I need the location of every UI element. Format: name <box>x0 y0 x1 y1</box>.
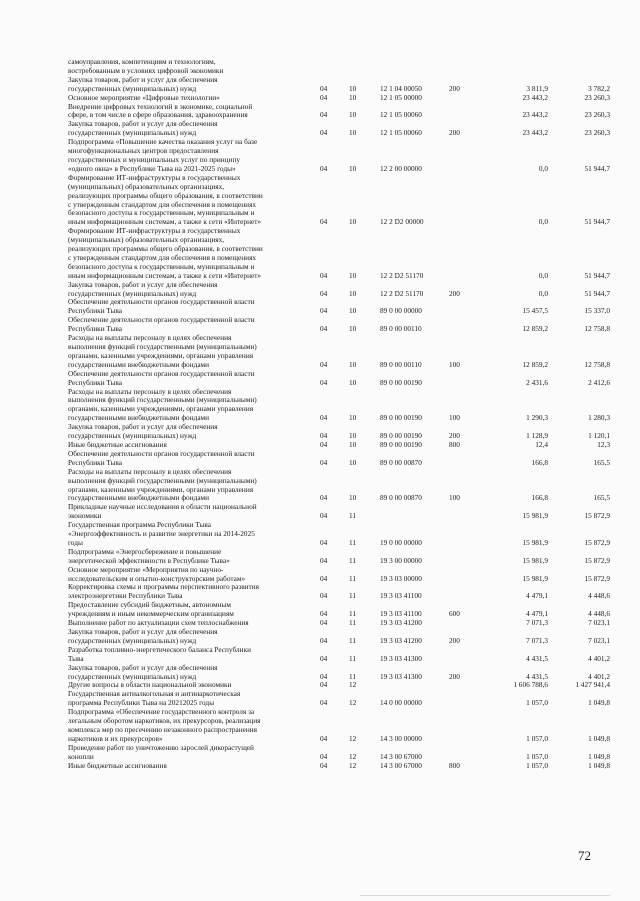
section-code: 04 <box>320 163 328 173</box>
subsection-code: 11 <box>349 618 357 628</box>
row-name: самоуправления, компетенциям и технологиям, востребованным в условиях цифровой экономики <box>68 57 224 75</box>
table-row <box>68 58 610 76</box>
row-name: Обеспечение деятельности органов государственной власти Республики Тыва <box>68 368 255 387</box>
amount-year-2: 15 872,9 <box>584 511 610 521</box>
row-name: Проведение работ по уничтожению зарослей дикорастущей конопли <box>68 742 254 761</box>
expense-type-code: 800 <box>449 760 460 770</box>
expense-type-code: 200 <box>449 288 460 298</box>
target-article-code: 89 0 00 00190 <box>380 431 422 441</box>
target-article-code: 12 2 00 00000 <box>380 163 422 173</box>
subsection-code: 10 <box>349 439 357 449</box>
target-article-code: 12 1 05 00000 <box>380 92 422 102</box>
target-article-code: 19 3 03 41100 <box>380 609 422 619</box>
subsection-code: 12 <box>349 680 357 690</box>
amount-year-1: 12 859,2 <box>522 324 548 334</box>
section-code: 04 <box>320 92 328 102</box>
amount-year-1: 1 606 788,6 <box>513 680 548 690</box>
subsection-code: 10 <box>349 217 357 227</box>
subsection-code: 10 <box>349 377 357 387</box>
bottom-rule <box>360 895 610 896</box>
section-code: 04 <box>320 618 328 628</box>
row-name: Иные бюджетные ассигнования <box>68 439 167 449</box>
section-code: 04 <box>320 306 328 316</box>
target-article-code: 89 0 00 00110 <box>380 324 422 334</box>
table-row <box>68 690 610 708</box>
subsection-code: 11 <box>349 609 357 619</box>
table-row <box>68 664 610 682</box>
expense-type-code: 100 <box>449 413 460 423</box>
subsection-code: 10 <box>349 324 357 334</box>
amount-year-1: 23 443,2 <box>522 92 548 102</box>
amount-year-1: 23 443,2 <box>522 110 548 120</box>
subsection-code: 10 <box>349 128 357 138</box>
subsection-code: 12 <box>349 751 357 761</box>
section-code: 04 <box>320 760 328 770</box>
section-code: 04 <box>320 377 328 387</box>
target-article-code: 12 1 05 00060 <box>380 128 422 138</box>
amount-year-2: 51 944,7 <box>584 288 610 298</box>
section-code: 04 <box>320 653 328 663</box>
subsection-code: 10 <box>349 270 357 280</box>
target-article-code: 14 3 00 00000 <box>380 733 422 743</box>
target-article-code: 14 3 00 67000 <box>380 751 422 761</box>
row-name: Расходы на выплаты персоналу в целях обеспечения выполнения функций государственными (муниципальными) органами, казенными учреждениями, органами управления государственными внебюджетными фондами <box>68 386 257 423</box>
section-code: 04 <box>320 128 328 138</box>
target-article-code: 12 2 D2 51170 <box>380 270 424 280</box>
table-row <box>68 628 610 646</box>
amount-year-1: 1 128,9 <box>526 431 548 441</box>
section-code: 04 <box>320 439 328 449</box>
amount-year-2: 4 448,6 <box>588 591 610 601</box>
amount-year-1: 4 431,5 <box>526 653 548 663</box>
row-name: Корректировка схемы и программы перспективного развития электроэнергетики Республики Тыва <box>68 582 260 601</box>
row-name: Расходы на выплаты персоналу в целях обеспечения выполнения функций государственными (муниципальными) органами, казенными учреждениями, органами управления государственными внебюджетными фондами <box>68 333 257 369</box>
amount-year-1: 0,0 <box>538 288 548 298</box>
amount-year-1: 1 057,0 <box>526 751 548 761</box>
amount-year-1: 15 981,9 <box>522 511 548 521</box>
section-code: 04 <box>320 609 328 619</box>
amount-year-1: 1 057,0 <box>526 760 548 770</box>
row-name: Закупка товаров, работ и услуг для обеспечения государственных (муниципальных) нужд <box>68 662 218 681</box>
section-code: 04 <box>320 511 328 521</box>
table-row <box>68 103 610 121</box>
section-code: 04 <box>320 537 328 547</box>
table-row <box>68 334 610 370</box>
amount-year-2: 12 758,8 <box>584 324 610 334</box>
section-code: 04 <box>320 83 328 93</box>
amount-year-2: 165,5 <box>593 493 610 503</box>
table-row <box>68 583 610 601</box>
expense-type-code: 200 <box>449 431 460 441</box>
subsection-code: 10 <box>349 288 357 298</box>
amount-year-2: 23 260,3 <box>584 110 610 120</box>
target-article-code: 12 1 04 00050 <box>380 83 422 93</box>
table-row <box>68 174 610 227</box>
amount-year-2: 4 401,2 <box>588 671 610 681</box>
table-row <box>68 370 610 388</box>
row-name: Основное мероприятие «Цифровые технологии» <box>68 92 220 102</box>
table-row <box>68 316 610 334</box>
subsection-code: 11 <box>349 537 357 547</box>
table-row <box>68 388 610 424</box>
target-article-code: 89 0 00 00110 <box>380 359 422 369</box>
row-name: Государственная программа Республики Тыва «Энергоэффективность и развитие энергетики на 2014-2025 годы <box>68 520 255 547</box>
amount-year-1: 4 479,1 <box>526 591 548 601</box>
amount-year-1: 2 431,6 <box>526 377 548 387</box>
amount-year-2: 51 944,7 <box>584 217 610 227</box>
amount-year-1: 15 457,5 <box>522 306 548 316</box>
amount-year-2: 1 280,3 <box>588 413 610 423</box>
amount-year-1: 166,8 <box>531 493 548 503</box>
amount-year-1: 4 431,5 <box>526 671 548 681</box>
table-row <box>68 227 610 280</box>
table-row <box>68 468 610 504</box>
section-code: 04 <box>320 288 328 298</box>
target-article-code: 12 2 D2 00000 <box>380 217 424 227</box>
amount-year-2: 7 023,1 <box>588 618 610 628</box>
table-row <box>68 138 610 174</box>
target-article-code: 19 3 03 41200 <box>380 635 422 645</box>
expense-type-code: 200 <box>449 128 460 138</box>
row-name: Обеспечение деятельности органов государственной власти Республики Тыва <box>68 448 255 467</box>
amount-year-1: 12,4 <box>535 439 548 449</box>
subsection-code: 11 <box>349 671 357 681</box>
section-code: 04 <box>320 359 328 369</box>
row-name: Выполнение работ по актуализации схем теплоснабжения <box>68 618 249 628</box>
subsection-code: 10 <box>349 413 357 423</box>
row-name: Подпрограмма «Энергосбережение и повышение энергетической эффективности в Республике Тыва» <box>68 546 230 565</box>
section-code: 04 <box>320 698 328 708</box>
section-code: 04 <box>320 635 328 645</box>
target-article-code: 89 0 00 00000 <box>380 306 422 316</box>
expense-type-code: 200 <box>449 671 460 681</box>
amount-year-2: 3 782,2 <box>588 83 610 93</box>
table-row <box>68 646 610 664</box>
subsection-code: 11 <box>349 591 357 601</box>
amount-year-2: 23 260,3 <box>584 128 610 138</box>
row-name: Государственная антиалкогольная и антинаркотическая программа Республики Тыва на 20212025 годы <box>68 689 241 708</box>
target-article-code: 89 0 00 00190 <box>380 377 422 387</box>
amount-year-2: 4 401,2 <box>588 653 610 663</box>
section-code: 04 <box>320 493 328 503</box>
section-code: 04 <box>320 573 328 583</box>
amount-year-1: 0,0 <box>538 217 548 227</box>
row-name: Внедрение цифровых технологий в экономике, социальной сфере, в том числе в сфере образования, здравоохранения <box>68 101 253 120</box>
table-row <box>68 601 610 619</box>
subsection-code: 10 <box>349 493 357 503</box>
amount-year-2: 51 944,7 <box>584 270 610 280</box>
row-name: Прикладные научные исследования в области национальной экономики <box>68 502 257 521</box>
amount-year-1: 15 981,9 <box>522 555 548 565</box>
subsection-code: 10 <box>349 110 357 120</box>
row-name: Формирование ИТ-инфраструктуры в государственных (муниципальных) образовательных организациях, реализующих программы общего образования, в соответствии с утвержденным стандартом для обеспечения в помещениях безопасного доступа к государственным, муниципальным и иным информационным системам, а также к сети «Интернет» <box>68 226 263 280</box>
target-article-code: 19 0 00 00000 <box>380 537 422 547</box>
amount-year-2: 1 049,8 <box>588 760 610 770</box>
section-code: 04 <box>320 110 328 120</box>
row-name: Предоставление субсидий бюджетным, автономным учреждениям и иным некоммерческим организациям <box>68 600 234 619</box>
amount-year-2: 15 872,9 <box>584 537 610 547</box>
section-code: 04 <box>320 671 328 681</box>
section-code: 04 <box>320 413 328 423</box>
table-row <box>68 566 610 584</box>
subsection-code: 11 <box>349 573 357 583</box>
table-row <box>68 503 610 521</box>
subsection-code: 11 <box>349 635 357 645</box>
amount-year-2: 15 872,9 <box>584 573 610 583</box>
section-code: 04 <box>320 555 328 565</box>
amount-year-1: 15 981,9 <box>522 537 548 547</box>
budget-table <box>68 58 610 771</box>
row-name: Разработка топливно-энергетического баланса Республики Тыва <box>68 644 252 663</box>
target-article-code: 89 0 00 00870 <box>380 457 422 467</box>
section-code: 04 <box>320 591 328 601</box>
subsection-code: 10 <box>349 92 357 102</box>
amount-year-2: 165,5 <box>593 457 610 467</box>
row-name: Обеспечение деятельности органов государственной власти Республики Тыва <box>68 297 255 316</box>
expense-type-code: 200 <box>449 83 460 93</box>
table-row <box>68 450 610 468</box>
row-name: Иные бюджетные ассигнования <box>68 760 167 770</box>
amount-year-2: 12,3 <box>597 439 610 449</box>
subsection-code: 12 <box>349 733 357 743</box>
target-article-code: 89 0 00 00870 <box>380 493 422 503</box>
table-row <box>68 423 610 441</box>
amount-year-1: 4 479,1 <box>526 609 548 619</box>
row-name: Закупка товаров, работ и услуг для обеспечения государственных (муниципальных) нужд <box>68 627 218 645</box>
section-code: 04 <box>320 733 328 743</box>
subsection-code: 12 <box>349 698 357 708</box>
subsection-code: 10 <box>349 83 357 93</box>
target-article-code: 12 1 05 00060 <box>380 110 422 120</box>
amount-year-1: 1 290,3 <box>526 413 548 423</box>
amount-year-1: 7 071,3 <box>526 635 548 645</box>
section-code: 04 <box>320 217 328 227</box>
table-row <box>68 120 610 138</box>
row-name: Расходы на выплаты персоналу в целях обеспечения выполнения функций государственными (муниципальными) органами, казенными учреждениями, органами управления государственными внебюджетными фондами <box>68 466 257 503</box>
amount-year-2: 23 260,3 <box>584 92 610 102</box>
table-row <box>68 281 610 299</box>
subsection-code: 11 <box>349 653 357 663</box>
target-article-code: 19 3 03 41100 <box>380 591 422 601</box>
row-name: Основное мероприятие «Мероприятия по научно- исследовательским и опытно-конструкторским работам» <box>68 564 246 583</box>
section-code: 04 <box>320 270 328 280</box>
amount-year-1: 0,0 <box>538 270 548 280</box>
target-article-code: 19 3 03 00000 <box>380 573 422 583</box>
amount-year-2: 15 872,9 <box>584 555 610 565</box>
row-name: Закупка товаров, работ и услуг для обеспечения государственных (муниципальных) нужд <box>68 119 218 138</box>
table-row <box>68 744 610 762</box>
table-row <box>68 548 610 566</box>
amount-year-1: 15 981,9 <box>522 573 548 583</box>
amount-year-1: 7 071,3 <box>526 618 548 628</box>
section-code: 04 <box>320 431 328 441</box>
target-article-code: 89 0 00 00190 <box>380 439 422 449</box>
subsection-code: 10 <box>349 163 357 173</box>
row-name: Подпрограмма «Обеспечение государственного контроля за легальным оборотом наркотиков, их прекурсоров, реализация комплекса мер по пресечению незаконного распространения наркотиков и их прекурсоров» <box>68 707 261 743</box>
subsection-code: 11 <box>349 555 357 565</box>
section-code: 04 <box>320 751 328 761</box>
amount-year-1: 0,0 <box>538 163 548 173</box>
target-article-code: 19 3 03 41300 <box>380 653 422 663</box>
target-article-code: 19 3 03 41300 <box>380 671 422 681</box>
subsection-code: 10 <box>349 306 357 316</box>
amount-year-1: 1 057,0 <box>526 733 548 743</box>
amount-year-2: 12 758,8 <box>584 359 610 369</box>
expense-type-code: 800 <box>449 439 460 449</box>
table-row <box>68 708 610 744</box>
row-name: Закупка товаров, работ и услуг для обеспечения государственных (муниципальных) нужд <box>68 74 218 93</box>
expense-type-code: 600 <box>449 609 460 619</box>
section-code: 04 <box>320 324 328 334</box>
subsection-code: 10 <box>349 359 357 369</box>
amount-year-2: 1 049,8 <box>588 733 610 743</box>
subsection-code: 12 <box>349 760 357 770</box>
amount-year-2: 51 944,7 <box>584 163 610 173</box>
amount-year-2: 2 412,6 <box>588 377 610 387</box>
expense-type-code: 100 <box>449 359 460 369</box>
row-name: Другие вопросы в области национальной экономики <box>68 680 232 690</box>
expense-type-code: 100 <box>449 493 460 503</box>
target-article-code: 14 0 00 00000 <box>380 698 422 708</box>
target-article-code: 19 3 03 41200 <box>380 618 422 628</box>
amount-year-1: 23 443,2 <box>522 128 548 138</box>
row-name: Формирование ИТ-инфраструктуры в государственных (муниципальных) образовательных организациях, реализующих программы общего образования, в соответствии с утвержденным стандартом для обеспечения в помещениях безопасного доступа к государственным, муниципальным и иным информационным системам, а также к сети «Интернет» <box>68 172 263 227</box>
table-row <box>68 76 610 94</box>
page-number: 72 <box>578 848 591 863</box>
table-row <box>68 521 610 548</box>
row-name: Обеспечение деятельности органов государственной власти Республики Тыва <box>68 315 255 334</box>
amount-year-2: 7 023,1 <box>588 635 610 645</box>
amount-year-2: 1 049,8 <box>588 698 610 708</box>
amount-year-2: 15 337,0 <box>584 306 610 316</box>
table-row <box>68 298 610 316</box>
target-article-code: 89 0 00 00190 <box>380 413 422 423</box>
target-article-code: 12 2 D2 51170 <box>380 288 424 298</box>
amount-year-1: 12 859,2 <box>522 359 548 369</box>
amount-year-1: 3 811,9 <box>526 83 548 93</box>
subsection-code: 11 <box>349 511 357 521</box>
amount-year-2: 1 120,1 <box>588 431 610 441</box>
section-code: 04 <box>320 680 328 690</box>
table-row <box>68 762 610 771</box>
amount-year-1: 166,8 <box>531 457 548 467</box>
row-name: Подпрограмма «Повышение качества оказания услуг на базе многофункциональных центров предоставления государственных и муниципальных услуг по принципу «одного окна» в Республике Тыва на 2021-2025 годы» <box>68 137 258 173</box>
amount-year-2: 1 049,8 <box>588 751 610 761</box>
amount-year-2: 4 448,6 <box>588 609 610 619</box>
target-article-code: 19 3 00 00000 <box>380 555 422 565</box>
section-code: 04 <box>320 457 328 467</box>
row-name: Закупка товаров, работ и услуг для обеспечения государственных (муниципальных) нужд <box>68 279 218 298</box>
amount-year-1: 1 057,0 <box>526 698 548 708</box>
expense-type-code: 200 <box>449 635 460 645</box>
subsection-code: 10 <box>349 431 357 441</box>
amount-year-2: 1 427 941,4 <box>575 680 610 690</box>
row-name: Закупка товаров, работ и услуг для обеспечения государственных (муниципальных) нужд <box>68 422 218 441</box>
target-article-code: 14 3 00 67000 <box>380 760 422 770</box>
subsection-code: 10 <box>349 457 357 467</box>
